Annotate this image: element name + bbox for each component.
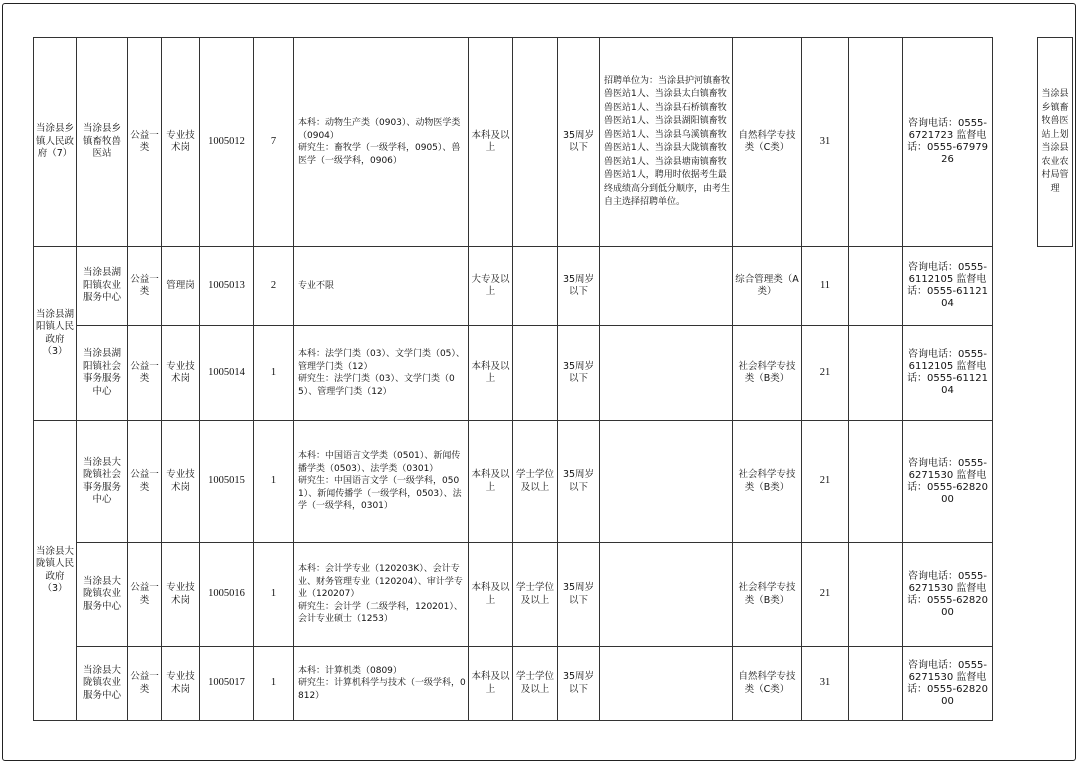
contact-cell: 咨询电话：0555-6271530 监督电话：0555-6282000 (903, 543, 993, 647)
other-requirements-cell: 招聘单位为：当涂县护河镇畜牧兽医站1人、当涂县太白镇畜牧兽医站1人、当涂县石桥镇畜牧兽医站1人、当涂县湖阳镇畜牧兽医站1人、当涂县乌溪镇畜牧兽医站1人、当涂县大陇镇畜牧兽医站1人、当涂县塘南镇畜牧兽医站1人，聘用时依据考生最终成绩高分到低分顺序，由考生自主选择招聘单位。 (600, 38, 733, 247)
exam-code-cell: 31 (802, 647, 849, 721)
remark-cell (1038, 326, 1073, 421)
table-row (34, 38, 1073, 247)
degree-cell: 学士学位及以上 (513, 421, 558, 543)
degree-cell: 学士学位及以上 (513, 543, 558, 647)
major-cell: 本科：计算机类（0809） 研究生：计算机科学与技术（一级学科，0812） (294, 647, 469, 721)
blank-cell (849, 326, 903, 421)
spacer-cell (993, 38, 1038, 247)
exam-code-cell: 31 (802, 38, 849, 247)
contact-cell: 咨询电话：0555-6271530 监督电话：0555-6282000 (903, 421, 993, 543)
category-cell: 公益一类 (128, 543, 162, 647)
unit-cell: 当涂县湖阳镇农业服务中心 (77, 247, 128, 326)
other-requirements-cell (600, 247, 733, 326)
county-cell: 当涂县大陇镇人民政府（3） (34, 421, 77, 721)
degree-cell: 学士学位及以上 (513, 647, 558, 721)
remark-cell (1038, 647, 1073, 721)
major-cell: 本科：中国语言文学类（0501）、新闻传播学类（0503）、法学类（0301） 研究生：中国语言文学（一级学科，0501）、新闻传播学（一级学科，0503）、法学（一级学科，0301） (294, 421, 469, 543)
table-row (34, 326, 1073, 421)
post-type-cell: 专业技术岗 (162, 326, 200, 421)
post-type-cell: 专业技术岗 (162, 543, 200, 647)
count-cell: 1 (254, 421, 294, 543)
contact-cell: 咨询电话：0555-6721723 监督电话：0555-6797926 (903, 38, 993, 247)
contact-cell: 咨询电话：0555-6112105 监督电话：0555-6112104 (903, 247, 993, 326)
spacer-cell (993, 543, 1038, 647)
table-row (34, 647, 1073, 721)
age-cell: 35周岁以下 (558, 326, 600, 421)
post-type-cell: 专业技术岗 (162, 647, 200, 721)
category-cell: 公益一类 (128, 247, 162, 326)
category-cell: 公益一类 (128, 647, 162, 721)
blank-cell (849, 647, 903, 721)
post-code-cell: 1005014 (200, 326, 254, 421)
count-cell: 1 (254, 647, 294, 721)
exam-category-cell: 自然科学专技类（C类） (733, 38, 802, 247)
exam-category-cell: 自然科学专技类（C类） (733, 647, 802, 721)
contact-cell: 咨询电话：0555-6112105 监督电话：0555-6112104 (903, 326, 993, 421)
category-cell: 公益一类 (128, 421, 162, 543)
age-cell: 35周岁以下 (558, 543, 600, 647)
unit-cell: 当涂县大陇镇农业服务中心 (77, 543, 128, 647)
post-type-cell: 专业技术岗 (162, 38, 200, 247)
blank-cell (849, 38, 903, 247)
other-requirements-cell (600, 543, 733, 647)
post-code-cell: 1005017 (200, 647, 254, 721)
other-requirements-cell (600, 421, 733, 543)
exam-category-cell: 社会科学专技类（B类） (733, 421, 802, 543)
major-cell: 专业不限 (294, 247, 469, 326)
count-cell: 1 (254, 543, 294, 647)
table-row (34, 247, 1073, 326)
exam-code-cell: 21 (802, 543, 849, 647)
count-cell: 7 (254, 38, 294, 247)
age-cell: 35周岁以下 (558, 38, 600, 247)
recruitment-table (33, 37, 1073, 721)
spacer-cell (993, 247, 1038, 326)
post-code-cell: 1005012 (200, 38, 254, 247)
degree-cell (513, 38, 558, 247)
post-code-cell: 1005013 (200, 247, 254, 326)
spacer-cell (993, 326, 1038, 421)
unit-cell: 当涂县湖阳镇社会事务服务中心 (77, 326, 128, 421)
blank-cell (849, 247, 903, 326)
remark-cell: 当涂县乡镇畜牧兽医站上划当涂县农业农村局管理 (1038, 38, 1073, 247)
table-row (34, 543, 1073, 647)
exam-code-cell: 11 (802, 247, 849, 326)
county-cell: 当涂县湖阳镇人民政府（3） (34, 247, 77, 421)
spacer-cell (993, 647, 1038, 721)
major-cell: 本科：法学门类（03）、文学门类（05）、管理学门类（12） 研究生：法学门类（03）、文学门类（05）、管理学门类（12） (294, 326, 469, 421)
education-cell: 本科及以上 (469, 38, 513, 247)
count-cell: 2 (254, 247, 294, 326)
other-requirements-cell (600, 647, 733, 721)
education-cell: 本科及以上 (469, 543, 513, 647)
major-cell: 本科：动物生产类（0903）、动物医学类（0904） 研究生：畜牧学（一级学科，0905）、兽医学（一级学科，0906） (294, 38, 469, 247)
exam-category-cell: 综合管理类（A类） (733, 247, 802, 326)
exam-category-cell: 社会科学专技类（B类） (733, 326, 802, 421)
table-row (34, 421, 1073, 543)
count-cell: 1 (254, 326, 294, 421)
post-code-cell: 1005015 (200, 421, 254, 543)
exam-category-cell: 社会科学专技类（B类） (733, 543, 802, 647)
county-cell: 当涂县乡镇人民政府（7） (34, 38, 77, 247)
age-cell: 35周岁以下 (558, 647, 600, 721)
blank-cell (849, 543, 903, 647)
blank-cell (849, 421, 903, 543)
remark-cell (1038, 543, 1073, 647)
degree-cell (513, 326, 558, 421)
contact-cell: 咨询电话：0555-6271530 监督电话：0555-6282000 (903, 647, 993, 721)
remark-cell (1038, 247, 1073, 326)
age-cell: 35周岁以下 (558, 421, 600, 543)
major-cell: 本科：会计学专业（120203K）、会计专业、财务管理专业（120204）、审计学专业（120207） 研究生：会计学（二级学科，120201）、会计专业硕士（1253） (294, 543, 469, 647)
education-cell: 大专及以上 (469, 247, 513, 326)
category-cell: 公益一类 (128, 326, 162, 421)
exam-code-cell: 21 (802, 326, 849, 421)
education-cell: 本科及以上 (469, 326, 513, 421)
exam-code-cell: 21 (802, 421, 849, 543)
unit-cell: 当涂县大陇镇农业服务中心 (77, 647, 128, 721)
post-code-cell: 1005016 (200, 543, 254, 647)
education-cell: 本科及以上 (469, 421, 513, 543)
age-cell: 35周岁以下 (558, 247, 600, 326)
unit-cell: 当涂县大陇镇社会事务服务中心 (77, 421, 128, 543)
remark-cell (1038, 421, 1073, 543)
post-type-cell: 管理岗 (162, 247, 200, 326)
education-cell: 本科及以上 (469, 647, 513, 721)
other-requirements-cell (600, 326, 733, 421)
unit-cell: 当涂县乡镇畜牧兽医站 (77, 38, 128, 247)
spacer-cell (993, 421, 1038, 543)
degree-cell (513, 247, 558, 326)
category-cell: 公益一类 (128, 38, 162, 247)
post-type-cell: 专业技术岗 (162, 421, 200, 543)
